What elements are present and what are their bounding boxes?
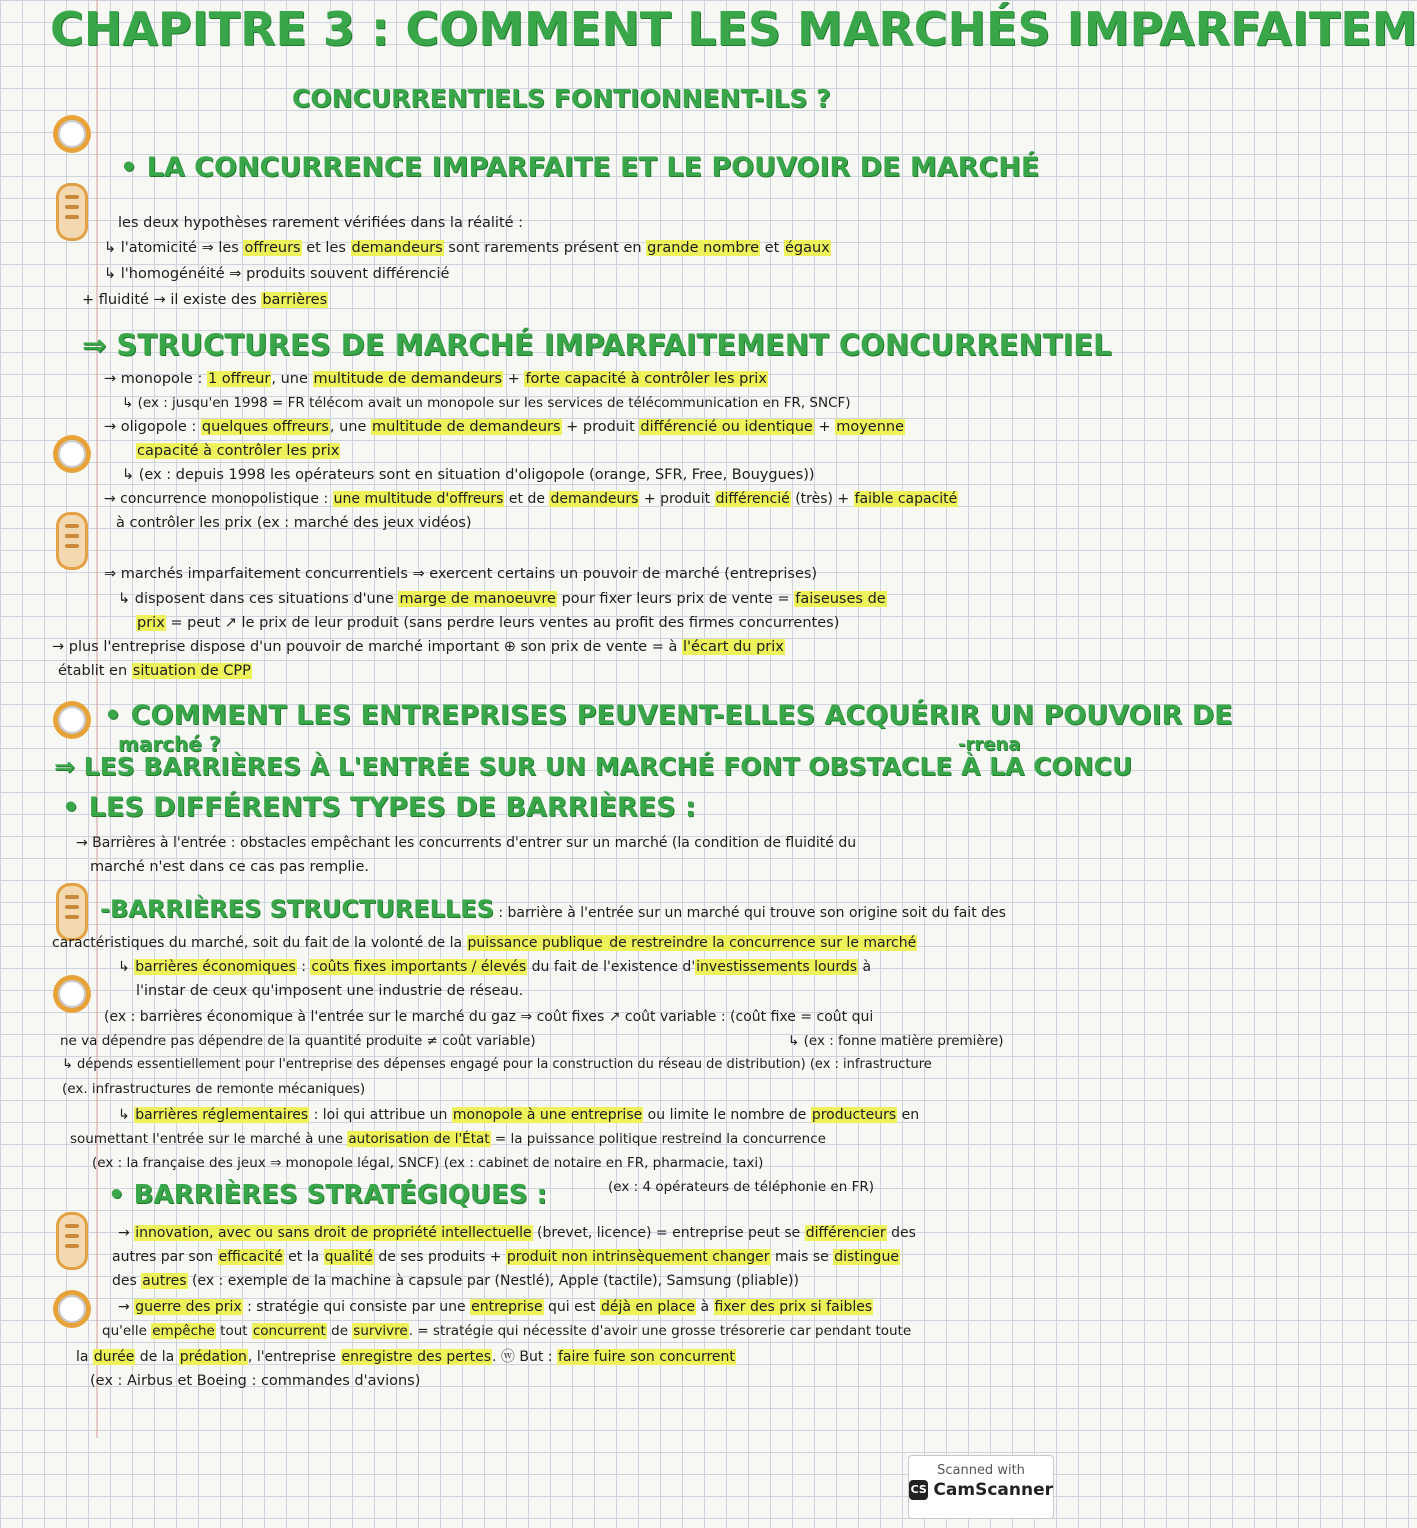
text-line: ⇒ marchés imparfaitement concurrentiels ⇒ exercent certains un pouvoir de marché (entreprises)	[104, 566, 818, 582]
section-heading-pouvoir-end: marché ?	[118, 732, 221, 756]
text-line: marché n'est dans ce cas pas remplie.	[90, 859, 369, 875]
text-line: l'instar de ceux qu'imposent une industrie de réseau.	[136, 983, 524, 999]
hole-reinforcement-icon	[58, 706, 86, 734]
text-line: (ex : la française des jeux ⇒ monopole légal, SNCF) (ex : cabinet de notaire en FR, pharmacie, taxi)	[92, 1155, 764, 1171]
text-line: ↳ dépends essentiellement pour l'entreprise des dépenses engagé pour la construction du réseau de distribution) (ex : infrastructure	[62, 1057, 932, 1072]
text-line: ↳ (ex : fonne matière première)	[788, 1033, 1004, 1049]
hole-reinforcement-icon	[58, 120, 86, 148]
hole-reinforcement-icon	[58, 1295, 86, 1323]
camscanner-logo-icon: CS	[909, 1480, 928, 1500]
text-line: ↳ (ex : jusqu'en 1998 = FR télécom avait un monopole sur les services de télécommunication en FR, SNCF)	[122, 395, 851, 411]
text-line: → concurrence monopolistique : une multitude d'offreurs et de demandeurs + produit différencié (très) + faible capacité	[104, 491, 958, 507]
text-line: (ex. infrastructures de remonte mécaniques)	[62, 1081, 366, 1097]
tab-icon	[56, 183, 88, 241]
text-line: → innovation, avec ou sans droit de propriété intellectuelle (brevet, licence) = entreprise peut se différencier des	[118, 1225, 916, 1241]
text-line: → plus l'entreprise dispose d'un pouvoir de marché important ⊕ son prix de vente = à l'écart du prix	[52, 639, 784, 655]
section-heading-structures: ⇒ STRUCTURES DE MARCHÉ IMPARFAITEMENT CONCURRENTIEL	[82, 328, 1112, 362]
section-heading-concurrence: • LA CONCURRENCE IMPARFAITE ET LE POUVOIR DE MARCHÉ	[120, 152, 1039, 183]
tab-icon	[56, 512, 88, 570]
text-line: (ex : Airbus et Boeing : commandes d'avions)	[90, 1373, 421, 1389]
text-line: ↳ barrières économiques : coûts fixes importants / élevés du fait de l'existence d'investissements lourds à	[118, 959, 872, 975]
text-line: ↳ barrières réglementaires : loi qui attribue un monopole à une entreprise ou limite le nombre de producteurs en	[118, 1107, 920, 1123]
text-line: -BARRIÈRES STRUCTURELLES : barrière à l'entrée sur un marché qui trouve son origine soit du fait des	[100, 895, 1006, 923]
text-line: autres par son efficacité et la qualité de ses produits + produit non intrinsèquement changer mais se distingue	[112, 1249, 899, 1265]
text-line: la durée de la prédation, l'entreprise enregistre des pertes. ⓦ But : faire fuire son concurrent	[76, 1349, 735, 1365]
section-heading-structurelles: -BARRIÈRES STRUCTURELLES	[100, 895, 494, 923]
hole-reinforcement-icon	[58, 980, 86, 1008]
text-line: ne va dépendre pas dépendre de la quantité produite ≠ coût variable)	[60, 1033, 536, 1049]
section-heading-types: • LES DIFFÉRENTS TYPES DE BARRIÈRES :	[62, 792, 696, 823]
section-heading-cut: -rrena	[958, 734, 1021, 755]
text-line: ↳ (ex : depuis 1998 les opérateurs sont en situation d'oligopole (orange, SFR, Free, Bouygues))	[122, 467, 815, 483]
text-line: (ex : barrières économique à l'entrée sur le marché du gaz ⇒ coût fixes ↗ coût variable : (coût fixe = coût qui	[104, 1009, 874, 1025]
text-line: capacité à contrôler les prix	[137, 443, 340, 459]
scanner-caption: Scanned with	[937, 1463, 1025, 1478]
text-line: → guerre des prix : stratégie qui consiste par une entreprise qui est déjà en place à fixer des prix si faibles	[118, 1299, 873, 1315]
text-line: les deux hypothèses rarement vérifiées dans la réalité :	[118, 215, 524, 231]
text-line: établit en situation de CPP	[58, 663, 251, 679]
text-line: ↳ disposent dans ces situations d'une marge de manoeuvre pour fixer leurs prix de vente = faiseuses de	[118, 591, 886, 607]
text-line: ↳ l'atomicité ⇒ les offreurs et les demandeurs sont rarements présent en grande nombre et égaux	[104, 240, 830, 256]
text-line: (ex : 4 opérateurs de téléphonie en FR)	[608, 1179, 874, 1195]
section-heading-barrieres-entree: ⇒ LES BARRIÈRES À L'ENTRÉE SUR UN MARCHÉ FONT OBSTACLE À LA CONCU	[54, 752, 1133, 781]
text-line: → oligopole : quelques offreurs, une multitude de demandeurs + produit différencié ou identique + moyenne	[104, 419, 905, 435]
text-line: soumettant l'entrée sur le marché à une autorisation de l'État = la puissance politique restreind la concurrence	[70, 1131, 826, 1147]
text-line: → Barrières à l'entrée : obstacles empêchant les concurrents d'entrer sur un marché (la condition de fluidité du	[76, 835, 857, 851]
text-line: caractéristiques du marché, soit du fait de la volonté de la puissance publique de restreindre la concurrence sur le marché	[52, 935, 917, 951]
text-line: prix = peut ↗ le prix de leur produit (sans perdre leurs ventes au profit des firmes concurrentes)	[137, 615, 840, 631]
text-line: + fluidité → il existe des barrières	[82, 292, 328, 308]
tab-icon	[56, 1212, 88, 1270]
text-line: → monopole : 1 offreur, une multitude de demandeurs + forte capacité à contrôler les prix	[104, 371, 767, 387]
text-line: ↳ l'homogénéité ⇒ produits souvent différencié	[104, 266, 450, 282]
text-line: qu'elle empêche tout concurrent de survivre. = stratégie qui nécessite d'avoir une grosse trésorerie car pendant toute	[102, 1323, 912, 1339]
scanner-brand: CamScanner	[933, 1480, 1053, 1500]
camscanner-watermark	[908, 1455, 1054, 1519]
section-heading-strategiques: • BARRIÈRES STRATÉGIQUES :	[108, 1180, 547, 1210]
hole-reinforcement-icon	[58, 440, 86, 468]
page-subtitle: CONCURRENTIELS FONTIONNENT-ILS ?	[292, 84, 831, 113]
page-title: CHAPITRE 3 : COMMENT LES MARCHÉS IMPARFAITEM	[50, 2, 1417, 56]
text-line: à contrôler les prix (ex : marché des jeux vidéos)	[116, 515, 472, 531]
section-heading-pouvoir: • COMMENT LES ENTREPRISES PEUVENT-ELLES ACQUÉRIR UN POUVOIR DE	[104, 700, 1233, 731]
text-line: des autres (ex : exemple de la machine à capsule par (Nestlé), Apple (tactile), Samsung (pliable))	[112, 1273, 799, 1289]
